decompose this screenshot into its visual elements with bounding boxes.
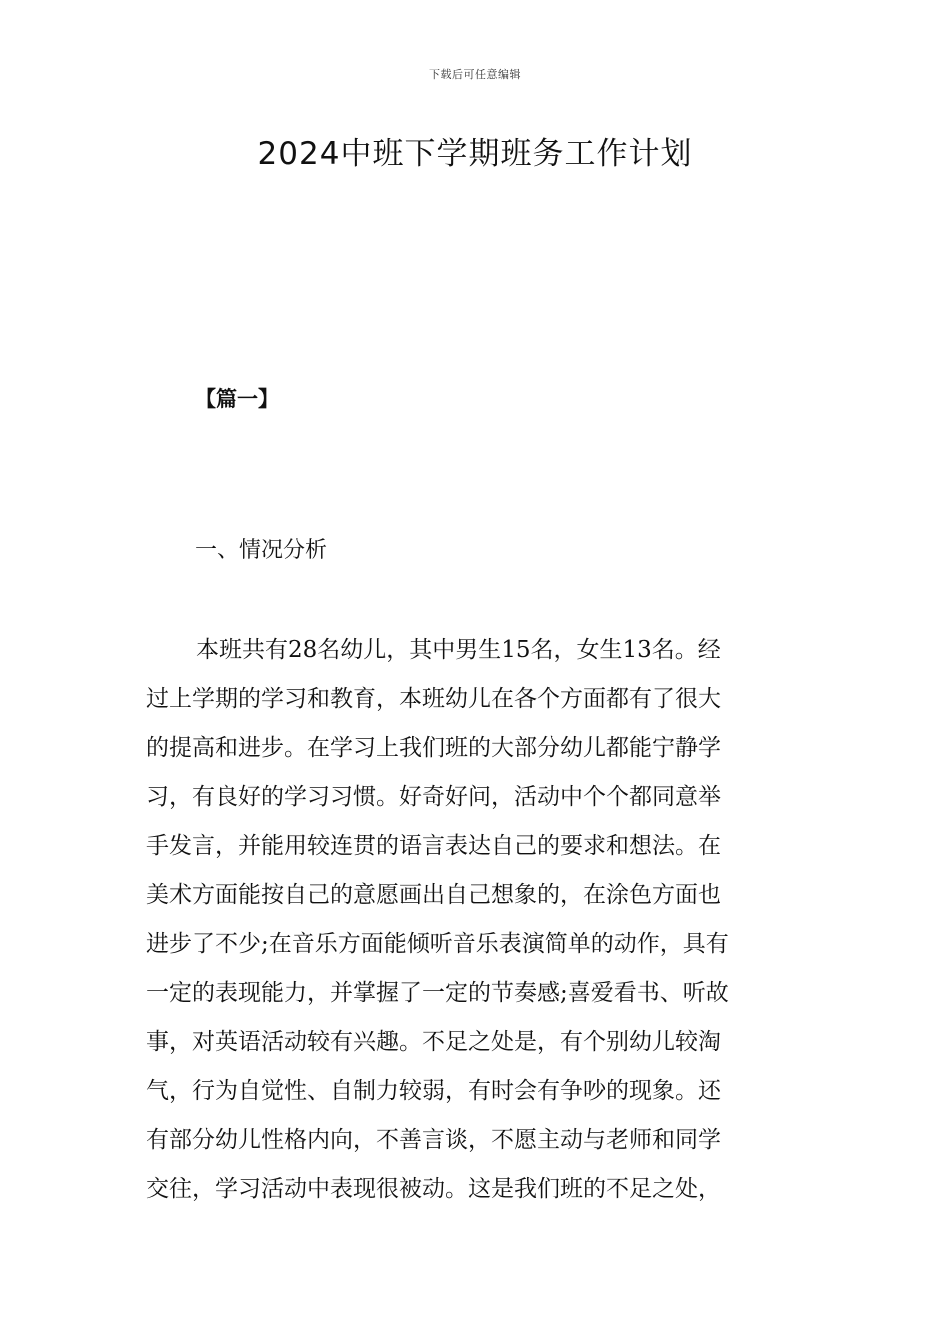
paragraph-line: 进步了不少;在音乐方面能倾听音乐表演简单的动作，具有 [146, 931, 729, 957]
paragraph-line: 美术方面能按自己的意愿画出自己想象的，在涂色方面也 [146, 882, 721, 908]
body-paragraph [146, 626, 808, 1214]
section-heading: 一、情况分析 [195, 538, 328, 563]
part-label: 【篇一】 [195, 386, 279, 411]
paragraph-line: 的提高和进步。在学习上我们班的大部分幼儿都能宁静学 [146, 735, 721, 761]
paragraph-line: 交往，学习活动中表现很被动。这是我们班的不足之处， [146, 1176, 721, 1202]
paragraph-line: 手发言，并能用较连贯的语言表达自己的要求和想法。在 [146, 833, 721, 859]
paragraph-line: 一定的表现能力，并掌握了一定的节奏感;喜爱看书、听故 [146, 980, 729, 1006]
paragraph-line: 有部分幼儿性格内向，不善言谈，不愿主动与老师和同学 [146, 1127, 721, 1153]
paragraph-line: 本班共有28名幼儿，其中男生15名，女生13名。经 [196, 637, 721, 663]
paragraph-line: 事，对英语活动较有兴趣。不足之处是，有个别幼儿较淘 [146, 1029, 721, 1055]
header-note: 下载后可任意编辑 [429, 68, 521, 81]
paragraph-line: 过上学期的学习和教育，本班幼儿在各个方面都有了很大 [146, 686, 721, 712]
paragraph-line: 习，有良好的学习习惯。好奇好问，活动中个个都同意举 [146, 784, 721, 810]
paragraph-line: 气，行为自觉性、自制力较弱，有时会有争吵的现象。还 [146, 1078, 721, 1104]
document-title: 2024中班下学期班务工作计划 [257, 136, 693, 172]
